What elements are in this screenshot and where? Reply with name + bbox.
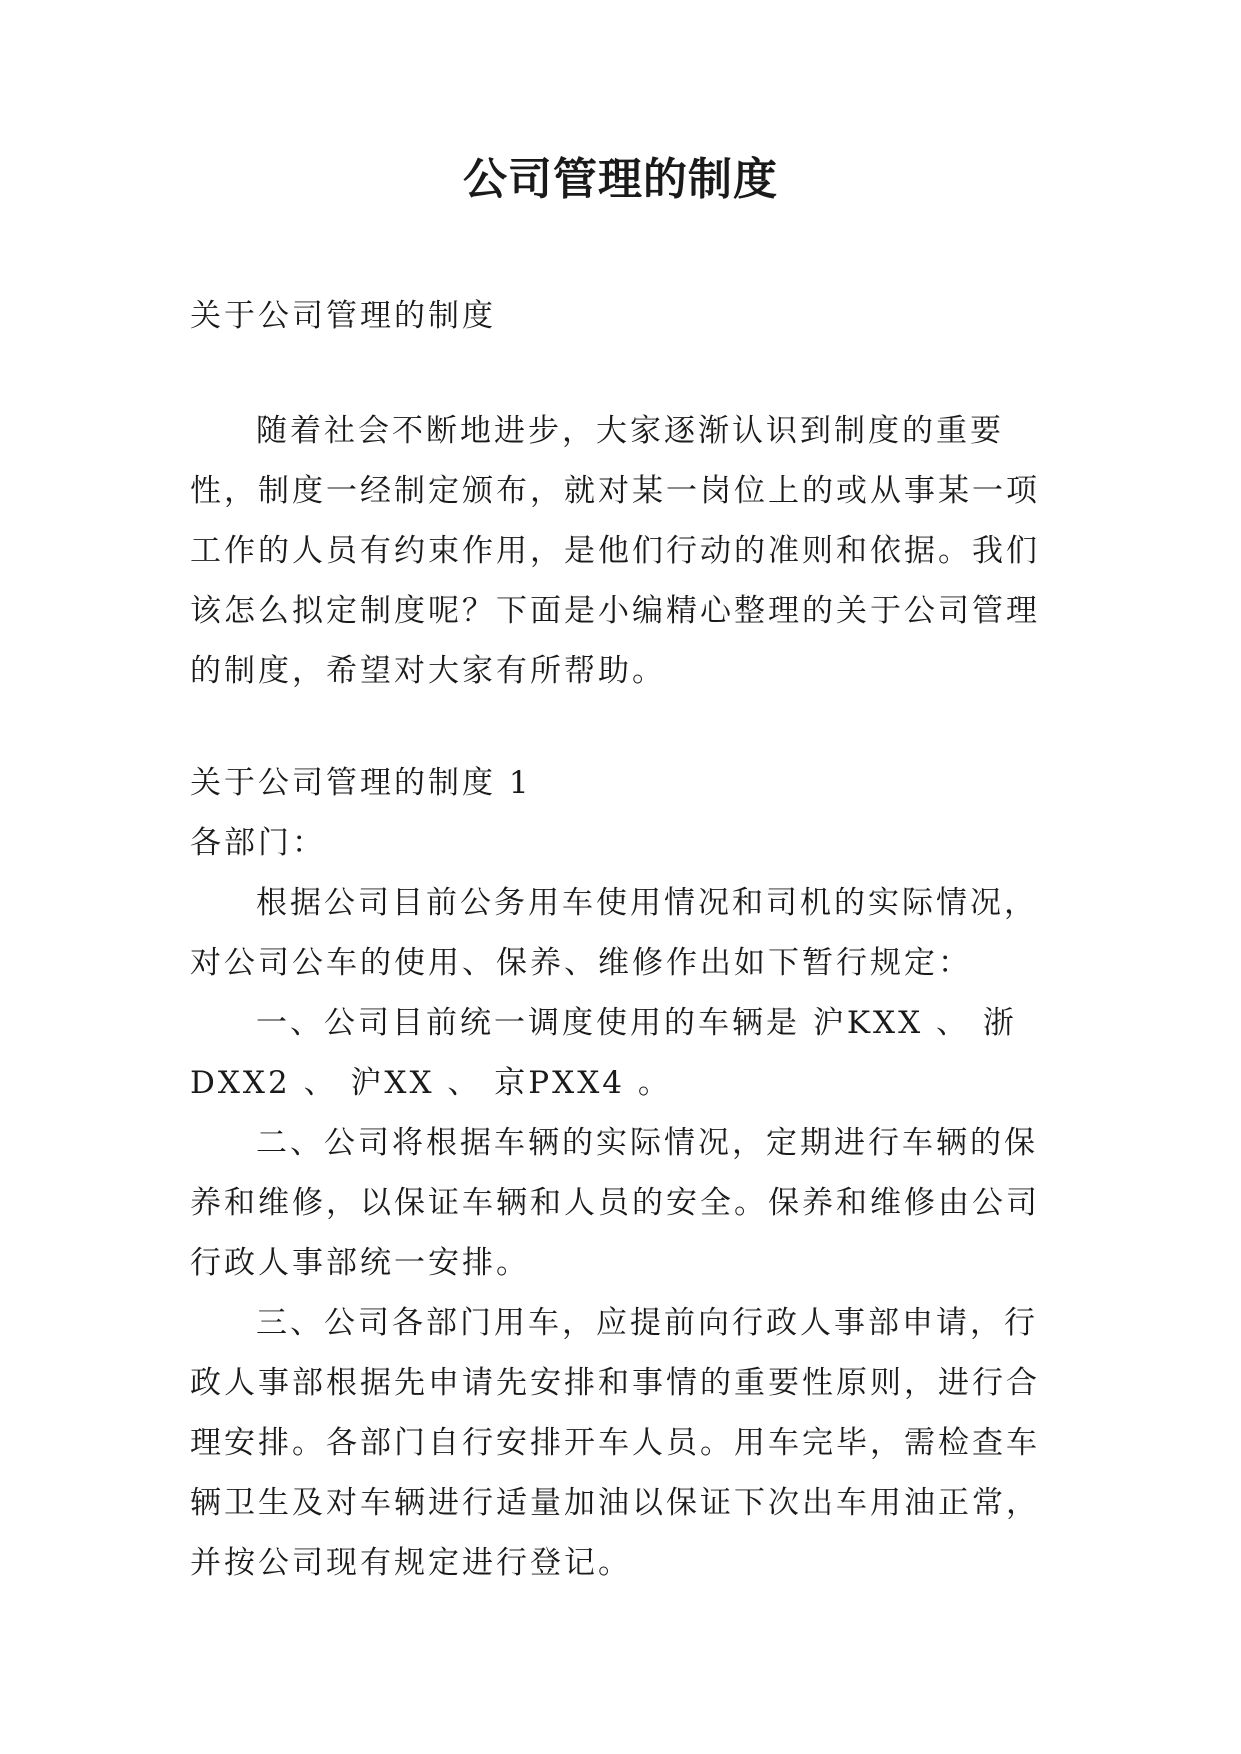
intro-paragraph: 随着社会不断地进步，大家逐渐认识到制度的重要性，制度一经制定颁布，就对某一岗位上的或从事某一项工作的人员有约束作用，是他们行动的准则和依据。我们该怎么拟定制度呢？下面是小编精心整理的关于公司管理的制度，希望对大家有所帮助。 [190, 413, 1040, 689]
paragraph-3: 二、公司将根据车辆的实际情况，定期进行车辆的保养和维修，以保证车辆和人员的安全。保养和维修由公司行政人事部统一安排。 [190, 1125, 1040, 1281]
paragraph-1: 根据公司目前公务用车使用情况和司机的实际情况，对公司公车的使用、保养、维修作出如下暂行规定： [190, 885, 1038, 981]
salutation: 各部门： [190, 825, 326, 861]
paragraph-2: 一、公司目前统一调度使用的车辆是 沪KXX 、 浙DXX2 、 沪XX 、 京PXX4 。 [190, 1005, 1017, 1101]
page-title: 公司管理的制度 [463, 154, 778, 205]
document-subtitle: 关于公司管理的制度 [190, 298, 496, 334]
section-heading: 关于公司管理的制度 1 [190, 765, 532, 801]
paragraph-4: 三、公司各部门用车，应提前向行政人事部申请，行政人事部根据先申请先安排和事情的重要性原则，进行合理安排。各部门自行安排开车人员。用车完毕，需检查车辆卫生及对车辆进行适量加油以保证下次出车用油正常，并按公司现有规定进行登记。 [190, 1305, 1040, 1581]
